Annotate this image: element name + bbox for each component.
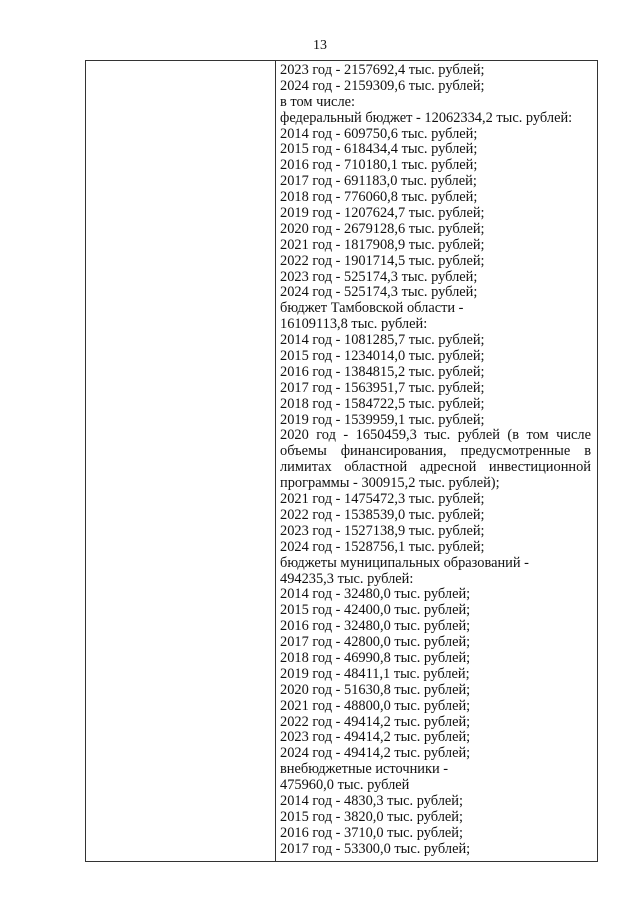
text-line: 2020 год - 1650459,3 тыс. рублей (в том числе bbox=[280, 427, 591, 444]
text-line: 2018 год - 1584722,5 тыс. рублей; bbox=[280, 395, 485, 412]
text-line: 2022 год - 1901714,5 тыс. рублей; bbox=[280, 252, 485, 269]
funding-text-cell bbox=[280, 63, 591, 858]
text-line: объемы финансирования, предусмотренные в bbox=[280, 443, 591, 460]
text-line: 2019 год - 1207624,7 тыс. рублей; bbox=[280, 205, 485, 222]
text-line: 2022 год - 49414,2 тыс. рублей; bbox=[280, 713, 471, 730]
text-line: 2023 год - 2157692,4 тыс. рублей; bbox=[280, 62, 485, 78]
text-line: 2020 год - 2679128,6 тыс. рублей; bbox=[280, 220, 485, 237]
text-line: лимитах областной адресной инвестиционной bbox=[280, 459, 591, 476]
text-line: 2021 год - 1475472,3 тыс. рублей; bbox=[280, 491, 485, 508]
text-line: 475960,0 тыс. рублей bbox=[280, 777, 410, 794]
text-line: программы - 300915,2 тыс. рублей); bbox=[280, 475, 500, 492]
text-line: внебюджетные источники - bbox=[280, 761, 449, 778]
text-line: 2016 год - 710180,1 тыс. рублей; bbox=[280, 157, 478, 174]
text-line: 2015 год - 42400,0 тыс. рублей; bbox=[280, 602, 471, 619]
text-line: 2014 год - 32480,0 тыс. рублей; bbox=[280, 586, 471, 603]
text-line: 2017 год - 691183,0 тыс. рублей; bbox=[280, 173, 477, 190]
text-line: бюджет Тамбовской области - bbox=[280, 300, 464, 317]
text-line: 2014 год - 1081285,7 тыс. рублей; bbox=[280, 332, 485, 349]
text-line: 2023 год - 1527138,9 тыс. рублей; bbox=[280, 522, 485, 539]
text-line: 2020 год - 51630,8 тыс. рублей; bbox=[280, 681, 471, 698]
text-line: 2015 год - 1234014,0 тыс. рублей; bbox=[280, 348, 485, 365]
text-line: 2024 год - 525174,3 тыс. рублей; bbox=[280, 284, 478, 301]
text-line: 494235,3 тыс. рублей: bbox=[280, 570, 414, 587]
text-line: в том числе: bbox=[280, 93, 356, 110]
text-line: 2019 год - 48411,1 тыс. рублей; bbox=[280, 665, 470, 682]
text-line: 2014 год - 609750,6 тыс. рублей; bbox=[280, 125, 478, 142]
text-line: 2023 год - 49414,2 тыс. рублей; bbox=[280, 729, 471, 746]
text-line: 2024 год - 49414,2 тыс. рублей; bbox=[280, 745, 471, 762]
text-line: 2017 год - 1563951,7 тыс. рублей; bbox=[280, 379, 485, 396]
text-line: 2021 год - 48800,0 тыс. рублей; bbox=[280, 697, 471, 714]
text-line: 2014 год - 4830,3 тыс. рублей; bbox=[280, 792, 463, 809]
column-divider bbox=[275, 61, 276, 861]
text-line: 2022 год - 1538539,0 тыс. рублей; bbox=[280, 506, 485, 523]
text-line: 2016 год - 1384815,2 тыс. рублей; bbox=[280, 363, 485, 380]
text-line: 2016 год - 3710,0 тыс. рублей; bbox=[280, 824, 463, 841]
text-line: 2021 год - 1817908,9 тыс. рублей; bbox=[280, 236, 485, 253]
text-line: 2019 год - 1539959,1 тыс. рублей; bbox=[280, 411, 485, 428]
text-line: 2015 год - 618434,4 тыс. рублей; bbox=[280, 141, 478, 158]
text-line: 2016 год - 32480,0 тыс. рублей; bbox=[280, 618, 471, 635]
text-line: 2017 год - 42800,0 тыс. рублей; bbox=[280, 634, 471, 651]
text-line: 2017 год - 53300,0 тыс. рублей; bbox=[280, 840, 471, 857]
text-line: 2024 год - 1528756,1 тыс. рублей; bbox=[280, 538, 485, 555]
text-line: федеральный бюджет - 12062334,2 тыс. рублей: bbox=[280, 109, 573, 126]
text-line: бюджеты муниципальных образований - bbox=[280, 554, 529, 571]
text-line: 2018 год - 776060,8 тыс. рублей; bbox=[280, 189, 478, 206]
text-line: 16109113,8 тыс. рублей: bbox=[280, 316, 428, 333]
text-line: 2018 год - 46990,8 тыс. рублей; bbox=[280, 649, 471, 666]
page-number: 13 bbox=[313, 38, 327, 53]
funding-table bbox=[85, 60, 598, 862]
text-line: 2024 год - 2159309,6 тыс. рублей; bbox=[280, 77, 485, 94]
text-line: 2023 год - 525174,3 тыс. рублей; bbox=[280, 268, 478, 285]
text-line: 2015 год - 3820,0 тыс. рублей; bbox=[280, 808, 463, 825]
